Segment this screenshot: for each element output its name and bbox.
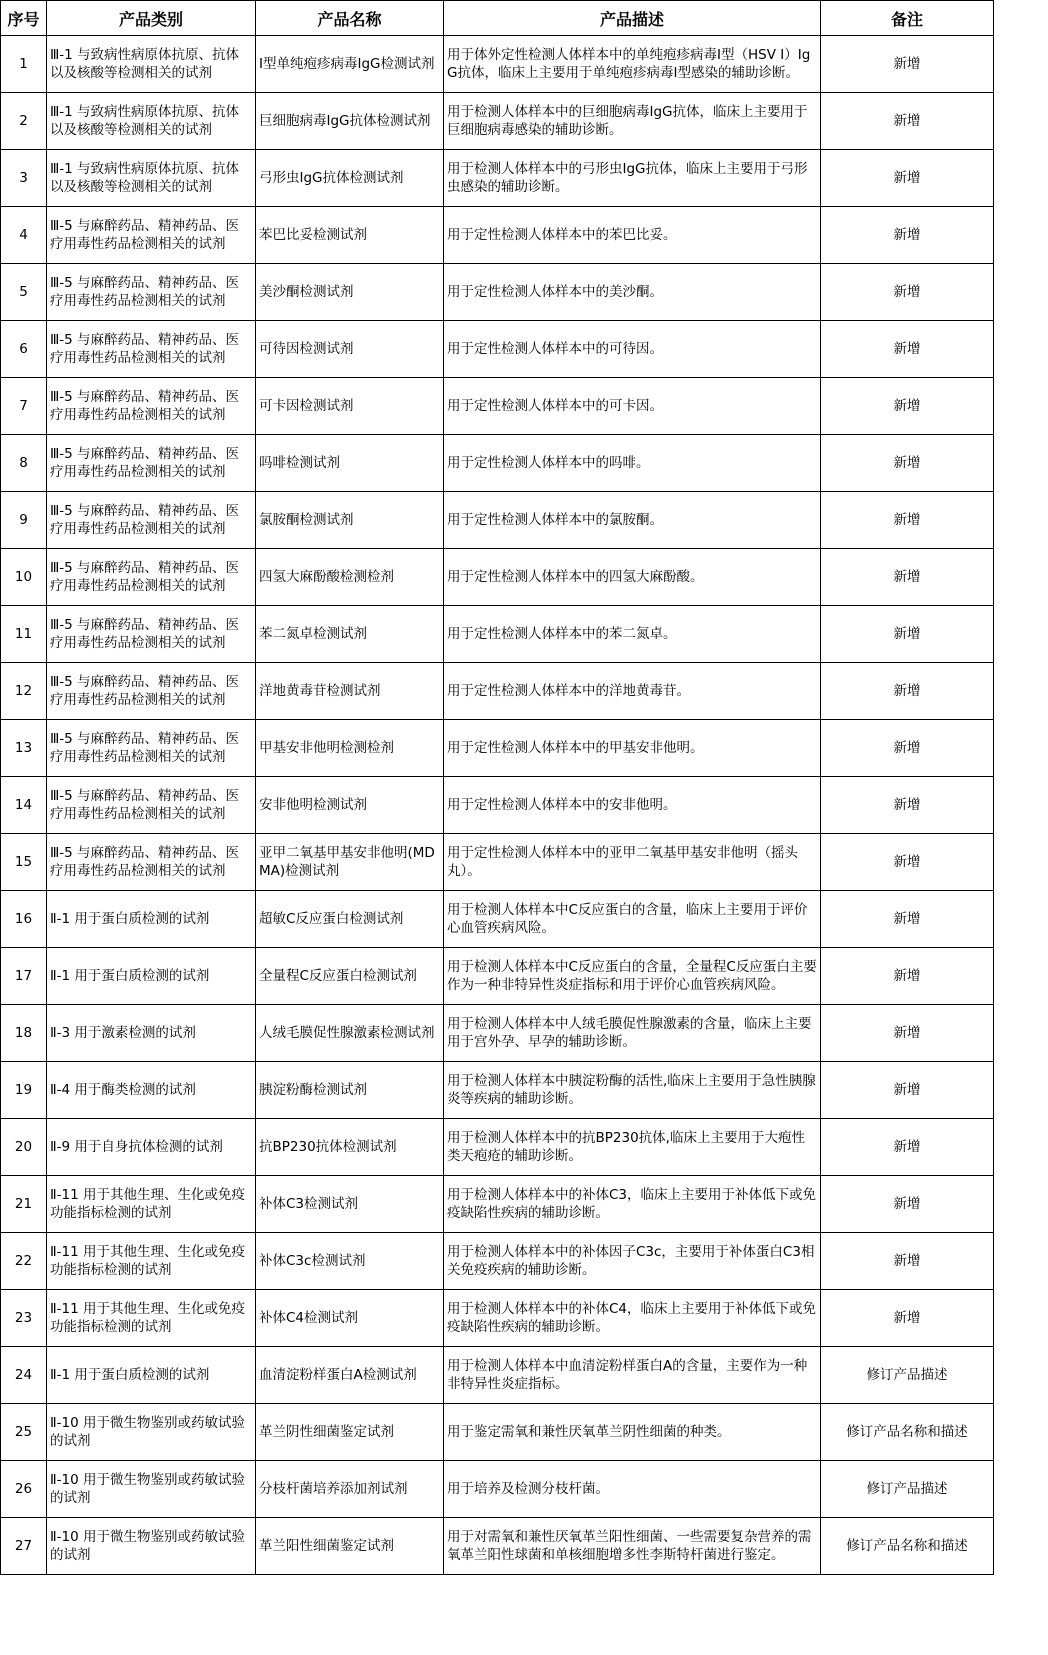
- cell-no: 12: [1, 663, 47, 720]
- cell-no: 21: [1, 1176, 47, 1233]
- table-row: [1, 492, 994, 549]
- cell-remark: 新增: [821, 207, 994, 264]
- cell-remark: 新增: [821, 492, 994, 549]
- cell-remark: 新增: [821, 321, 994, 378]
- cell-remark: 新增: [821, 777, 994, 834]
- cell-category: Ⅲ-5 与麻醉药品、精神药品、医疗用毒性药品检测相关的试剂: [47, 492, 256, 549]
- table-row: [1, 1233, 994, 1290]
- cell-remark: 新增: [821, 1062, 994, 1119]
- table-row: [1, 150, 994, 207]
- table-row: [1, 378, 994, 435]
- table-row: [1, 1461, 994, 1518]
- table-row: [1, 663, 994, 720]
- cell-no: 7: [1, 378, 47, 435]
- cell-description: 用于检测人体样本中的补体C4，临床上主要用于补体低下或免疫缺陷性疾病的辅助诊断。: [444, 1290, 821, 1347]
- table-row: [1, 1176, 994, 1233]
- table-row: [1, 1005, 994, 1062]
- table-row: [1, 1518, 994, 1575]
- cell-product-name: 安非他明检测试剂: [256, 777, 444, 834]
- cell-category: Ⅲ-5 与麻醉药品、精神药品、医疗用毒性药品检测相关的试剂: [47, 720, 256, 777]
- header-remark: 备注: [821, 1, 994, 36]
- cell-category: Ⅱ-10 用于微生物鉴别或药敏试验的试剂: [47, 1518, 256, 1575]
- cell-category: Ⅲ-1 与致病性病原体抗原、抗体以及核酸等检测相关的试剂: [47, 150, 256, 207]
- cell-no: 8: [1, 435, 47, 492]
- cell-remark: 新增: [821, 948, 994, 1005]
- cell-remark: 新增: [821, 264, 994, 321]
- cell-product-name: 血清淀粉样蛋白A检测试剂: [256, 1347, 444, 1404]
- cell-description: 用于定性检测人体样本中的苯二氮卓。: [444, 606, 821, 663]
- cell-category: Ⅲ-5 与麻醉药品、精神药品、医疗用毒性药品检测相关的试剂: [47, 606, 256, 663]
- cell-no: 24: [1, 1347, 47, 1404]
- cell-product-name: 全量程C反应蛋白检测试剂: [256, 948, 444, 1005]
- cell-category: Ⅲ-5 与麻醉药品、精神药品、医疗用毒性药品检测相关的试剂: [47, 435, 256, 492]
- table-row: [1, 948, 994, 1005]
- cell-remark: 新增: [821, 891, 994, 948]
- cell-description: 用于定性检测人体样本中的美沙酮。: [444, 264, 821, 321]
- cell-category: Ⅲ-5 与麻醉药品、精神药品、医疗用毒性药品检测相关的试剂: [47, 777, 256, 834]
- cell-remark: 新增: [821, 606, 994, 663]
- cell-remark: 新增: [821, 663, 994, 720]
- cell-no: 18: [1, 1005, 47, 1062]
- cell-remark: 新增: [821, 93, 994, 150]
- cell-description: 用于检测人体样本中的补体C3，临床上主要用于补体低下或免疫缺陷性疾病的辅助诊断。: [444, 1176, 821, 1233]
- header-name: 产品名称: [256, 1, 444, 36]
- cell-category: Ⅲ-5 与麻醉药品、精神药品、医疗用毒性药品检测相关的试剂: [47, 549, 256, 606]
- cell-no: 11: [1, 606, 47, 663]
- cell-product-name: 氯胺酮检测试剂: [256, 492, 444, 549]
- cell-no: 14: [1, 777, 47, 834]
- cell-remark: 新增: [821, 1119, 994, 1176]
- cell-no: 10: [1, 549, 47, 606]
- cell-category: Ⅲ-5 与麻醉药品、精神药品、医疗用毒性药品检测相关的试剂: [47, 378, 256, 435]
- table-row: [1, 321, 994, 378]
- table-row: [1, 435, 994, 492]
- cell-remark: 修订产品描述: [821, 1347, 994, 1404]
- cell-description: 用于检测人体样本中的弓形虫IgG抗体，临床上主要用于弓形虫感染的辅助诊断。: [444, 150, 821, 207]
- cell-description: 用于定性检测人体样本中的亚甲二氧基甲基安非他明（摇头丸）。: [444, 834, 821, 891]
- cell-remark: 修订产品名称和描述: [821, 1518, 994, 1575]
- cell-no: 6: [1, 321, 47, 378]
- cell-description: 用于鉴定需氧和兼性厌氧革兰阴性细菌的种类。: [444, 1404, 821, 1461]
- cell-description: 用于定性检测人体样本中的可卡因。: [444, 378, 821, 435]
- cell-remark: 新增: [821, 549, 994, 606]
- cell-remark: 新增: [821, 378, 994, 435]
- cell-remark: 新增: [821, 1233, 994, 1290]
- cell-product-name: 苯巴比妥检测试剂: [256, 207, 444, 264]
- cell-product-name: 胰淀粉酶检测试剂: [256, 1062, 444, 1119]
- table-row: [1, 36, 994, 93]
- cell-no: 16: [1, 891, 47, 948]
- cell-no: 13: [1, 720, 47, 777]
- cell-product-name: 抗BP230抗体检测试剂: [256, 1119, 444, 1176]
- table-row: [1, 777, 994, 834]
- table-row: [1, 834, 994, 891]
- cell-description: 用于培养及检测分枝杆菌。: [444, 1461, 821, 1518]
- cell-no: 26: [1, 1461, 47, 1518]
- cell-category: Ⅲ-5 与麻醉药品、精神药品、医疗用毒性药品检测相关的试剂: [47, 207, 256, 264]
- table-row: [1, 207, 994, 264]
- cell-product-name: 甲基安非他明检测检剂: [256, 720, 444, 777]
- cell-category: Ⅲ-5 与麻醉药品、精神药品、医疗用毒性药品检测相关的试剂: [47, 834, 256, 891]
- cell-product-name: 苯二氮卓检测试剂: [256, 606, 444, 663]
- cell-no: 27: [1, 1518, 47, 1575]
- cell-description: 用于检测人体样本中胰淀粉酶的活性,临床上主要用于急性胰腺炎等疾病的辅助诊断。: [444, 1062, 821, 1119]
- table-row: [1, 1347, 994, 1404]
- cell-category: Ⅱ-1 用于蛋白质检测的试剂: [47, 891, 256, 948]
- cell-category: Ⅱ-1 用于蛋白质检测的试剂: [47, 1347, 256, 1404]
- cell-remark: 新增: [821, 1005, 994, 1062]
- header-row: [1, 1, 994, 36]
- cell-description: 用于检测人体样本中C反应蛋白的含量，全量程C反应蛋白主要作为一种非特异性炎症指标和用于评价心血管疾病风险。: [444, 948, 821, 1005]
- cell-no: 25: [1, 1404, 47, 1461]
- cell-remark: 新增: [821, 1176, 994, 1233]
- cell-category: Ⅱ-11 用于其他生理、生化或免疫功能指标检测的试剂: [47, 1233, 256, 1290]
- cell-no: 4: [1, 207, 47, 264]
- cell-description: 用于定性检测人体样本中的四氢大麻酚酸。: [444, 549, 821, 606]
- cell-product-name: 洋地黄毒苷检测试剂: [256, 663, 444, 720]
- table-row: [1, 1404, 994, 1461]
- cell-product-name: 可待因检测试剂: [256, 321, 444, 378]
- cell-category: Ⅱ-11 用于其他生理、生化或免疫功能指标检测的试剂: [47, 1290, 256, 1347]
- cell-product-name: Ⅰ型单纯疱疹病毒IgG检测试剂: [256, 36, 444, 93]
- table-row: [1, 264, 994, 321]
- cell-description: 用于定性检测人体样本中的吗啡。: [444, 435, 821, 492]
- cell-description: 用于定性检测人体样本中的苯巴比妥。: [444, 207, 821, 264]
- table-row: [1, 93, 994, 150]
- cell-no: 17: [1, 948, 47, 1005]
- cell-category: Ⅲ-5 与麻醉药品、精神药品、医疗用毒性药品检测相关的试剂: [47, 321, 256, 378]
- cell-remark: 新增: [821, 1290, 994, 1347]
- cell-product-name: 四氢大麻酚酸检测检剂: [256, 549, 444, 606]
- cell-no: 19: [1, 1062, 47, 1119]
- cell-no: 20: [1, 1119, 47, 1176]
- cell-category: Ⅲ-5 与麻醉药品、精神药品、医疗用毒性药品检测相关的试剂: [47, 663, 256, 720]
- cell-description: 用于检测人体样本中人绒毛膜促性腺激素的含量，临床上主要用于宫外孕、早孕的辅助诊断。: [444, 1005, 821, 1062]
- cell-product-name: 弓形虫IgG抗体检测试剂: [256, 150, 444, 207]
- cell-description: 用于对需氧和兼性厌氧革兰阳性细菌、一些需要复杂营养的需氧革兰阳性球菌和单核细胞增多性李斯特杆菌进行鉴定。: [444, 1518, 821, 1575]
- header-description: 产品描述: [444, 1, 821, 36]
- cell-category: Ⅱ-1 用于蛋白质检测的试剂: [47, 948, 256, 1005]
- cell-remark: 新增: [821, 834, 994, 891]
- cell-remark: 修订产品名称和描述: [821, 1404, 994, 1461]
- cell-description: 用于检测人体样本中C反应蛋白的含量，临床上主要用于评价心血管疾病风险。: [444, 891, 821, 948]
- cell-category: Ⅱ-11 用于其他生理、生化或免疫功能指标检测的试剂: [47, 1176, 256, 1233]
- cell-remark: 新增: [821, 720, 994, 777]
- cell-no: 3: [1, 150, 47, 207]
- cell-product-name: 革兰阴性细菌鉴定试剂: [256, 1404, 444, 1461]
- cell-product-name: 可卡因检测试剂: [256, 378, 444, 435]
- table-row: [1, 1119, 994, 1176]
- cell-product-name: 超敏C反应蛋白检测试剂: [256, 891, 444, 948]
- cell-product-name: 补体C4检测试剂: [256, 1290, 444, 1347]
- cell-remark: 新增: [821, 36, 994, 93]
- cell-product-name: 补体C3检测试剂: [256, 1176, 444, 1233]
- table-row: [1, 720, 994, 777]
- cell-no: 9: [1, 492, 47, 549]
- cell-description: 用于定性检测人体样本中的氯胺酮。: [444, 492, 821, 549]
- cell-product-name: 分枝杆菌培养添加剂试剂: [256, 1461, 444, 1518]
- cell-description: 用于检测人体样本中血清淀粉样蛋白A的含量，主要作为一种非特异性炎症指标。: [444, 1347, 821, 1404]
- cell-remark: 新增: [821, 435, 994, 492]
- table-row: [1, 549, 994, 606]
- cell-no: 22: [1, 1233, 47, 1290]
- cell-description: 用于定性检测人体样本中的洋地黄毒苷。: [444, 663, 821, 720]
- cell-description: 用于定性检测人体样本中的安非他明。: [444, 777, 821, 834]
- cell-product-name: 吗啡检测试剂: [256, 435, 444, 492]
- table-row: [1, 606, 994, 663]
- header-category: 产品类别: [47, 1, 256, 36]
- cell-product-name: 美沙酮检测试剂: [256, 264, 444, 321]
- cell-no: 23: [1, 1290, 47, 1347]
- table-row: [1, 1062, 994, 1119]
- table-row: [1, 1290, 994, 1347]
- cell-description: 用于检测人体样本中的抗BP230抗体,临床上主要用于大疱性类天疱疮的辅助诊断。: [444, 1119, 821, 1176]
- cell-category: Ⅲ-1 与致病性病原体抗原、抗体以及核酸等检测相关的试剂: [47, 36, 256, 93]
- header-no: 序号: [1, 1, 47, 36]
- cell-description: 用于体外定性检测人体样本中的单纯疱疹病毒Ⅰ型（HSV Ⅰ）IgG抗体，临床上主要用于单纯疱疹病毒Ⅰ型感染的辅助诊断。: [444, 36, 821, 93]
- cell-description: 用于定性检测人体样本中的可待因。: [444, 321, 821, 378]
- cell-product-name: 补体C3c检测试剂: [256, 1233, 444, 1290]
- cell-no: 2: [1, 93, 47, 150]
- cell-category: Ⅱ-10 用于微生物鉴别或药敏试验的试剂: [47, 1404, 256, 1461]
- cell-no: 5: [1, 264, 47, 321]
- cell-product-name: 人绒毛膜促性腺激素检测试剂: [256, 1005, 444, 1062]
- cell-category: Ⅱ-3 用于激素检测的试剂: [47, 1005, 256, 1062]
- cell-category: Ⅲ-5 与麻醉药品、精神药品、医疗用毒性药品检测相关的试剂: [47, 264, 256, 321]
- cell-category: Ⅱ-9 用于自身抗体检测的试剂: [47, 1119, 256, 1176]
- cell-product-name: 巨细胞病毒IgG抗体检测试剂: [256, 93, 444, 150]
- cell-category: Ⅲ-1 与致病性病原体抗原、抗体以及核酸等检测相关的试剂: [47, 93, 256, 150]
- cell-product-name: 亚甲二氧基甲基安非他明(MDMA)检测试剂: [256, 834, 444, 891]
- cell-category: Ⅱ-4 用于酶类检测的试剂: [47, 1062, 256, 1119]
- cell-description: 用于定性检测人体样本中的甲基安非他明。: [444, 720, 821, 777]
- cell-description: 用于检测人体样本中的补体因子C3c，主要用于补体蛋白C3相关免疫疾病的辅助诊断。: [444, 1233, 821, 1290]
- cell-product-name: 革兰阳性细菌鉴定试剂: [256, 1518, 444, 1575]
- cell-description: 用于检测人体样本中的巨细胞病毒IgG抗体，临床上主要用于巨细胞病毒感染的辅助诊断。: [444, 93, 821, 150]
- cell-no: 1: [1, 36, 47, 93]
- cell-remark: 修订产品描述: [821, 1461, 994, 1518]
- table-row: [1, 891, 994, 948]
- cell-remark: 新增: [821, 150, 994, 207]
- cell-no: 15: [1, 834, 47, 891]
- cell-category: Ⅱ-10 用于微生物鉴别或药敏试验的试剂: [47, 1461, 256, 1518]
